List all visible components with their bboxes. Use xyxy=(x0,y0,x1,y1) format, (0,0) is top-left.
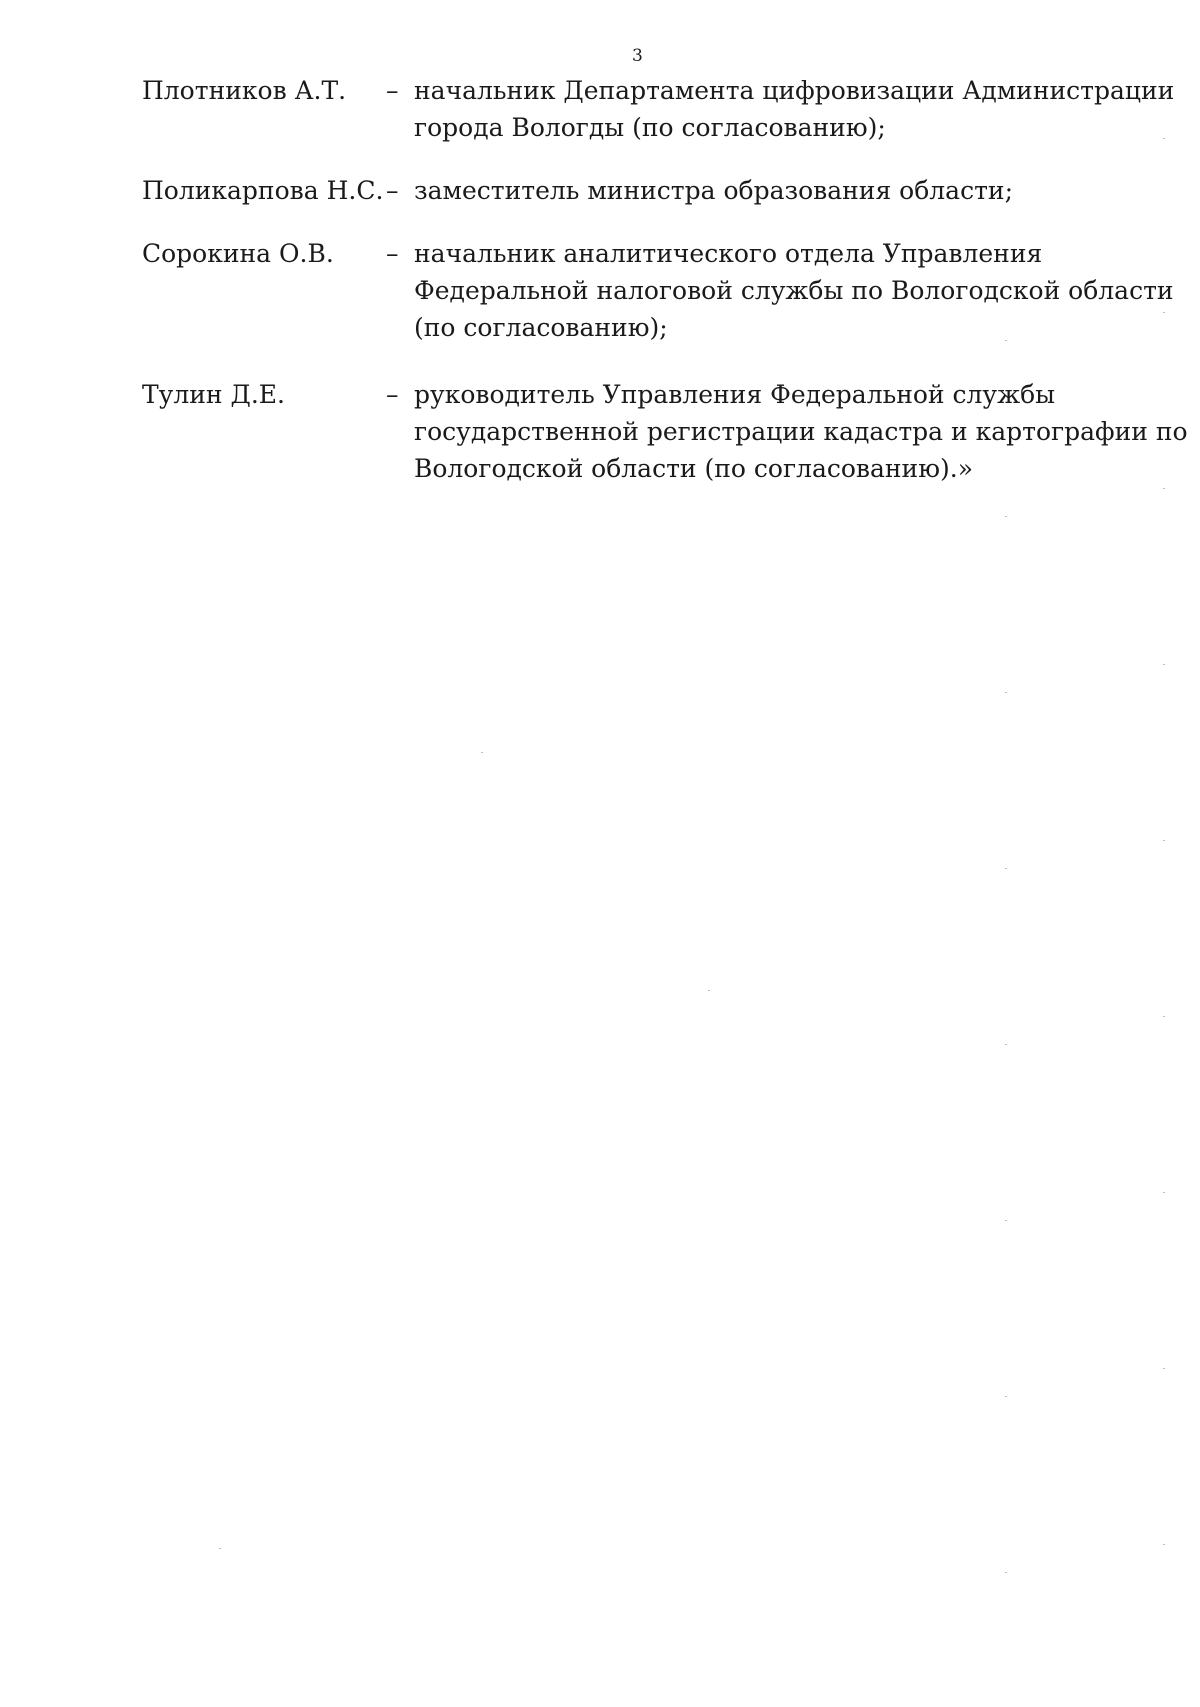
scan-speck xyxy=(1163,1544,1165,1545)
member-name: Тулин Д.Е. xyxy=(142,380,286,409)
position-line: (по согласованию); xyxy=(414,313,668,342)
position-line: руководитель Управления Федеральной службы xyxy=(414,380,1056,409)
scan-speck xyxy=(1163,1016,1165,1017)
member-position xyxy=(414,376,1188,487)
scan-speck xyxy=(1005,516,1007,517)
dash-separator: – xyxy=(386,76,399,105)
position-line: заместитель министра образования области; xyxy=(414,176,1013,205)
member-entry xyxy=(142,172,1142,209)
scan-speck xyxy=(708,990,710,991)
member-name: Поликарпова Н.С. xyxy=(142,176,384,205)
scan-speck xyxy=(1005,1396,1007,1397)
scan-speck xyxy=(1163,1368,1165,1369)
member-entry xyxy=(142,235,1174,346)
scan-speck xyxy=(1163,312,1165,313)
member-entry xyxy=(142,72,1175,146)
scan-speck xyxy=(1163,138,1165,139)
member-position xyxy=(414,235,1174,346)
committee-member-list xyxy=(142,72,1188,487)
scan-speck xyxy=(1163,840,1165,841)
scan-speck xyxy=(1005,1044,1007,1045)
scan-speck xyxy=(1005,1220,1007,1221)
position-line: города Вологды (по согласованию); xyxy=(414,113,886,142)
scan-speck xyxy=(1163,488,1165,489)
member-entry xyxy=(142,376,1188,487)
scan-speck xyxy=(1005,868,1007,869)
dash-separator: – xyxy=(386,239,399,268)
member-name: Плотников А.Т. xyxy=(142,76,347,105)
scan-speck xyxy=(1163,1192,1165,1193)
scan-speck xyxy=(219,1548,221,1549)
member-position xyxy=(414,172,1142,209)
member-position xyxy=(414,72,1175,146)
scan-speck xyxy=(1005,692,1007,693)
dash-separator: – xyxy=(386,176,399,205)
position-line: Федеральной налоговой службы по Вологодской области xyxy=(414,276,1174,305)
position-line: начальник аналитического отдела Управления xyxy=(414,239,1043,268)
position-line: Вологодской области (по согласованию).» xyxy=(414,454,973,483)
scan-speck xyxy=(1005,340,1007,341)
dash-separator: – xyxy=(386,380,399,409)
page-number: 3 xyxy=(632,46,643,66)
position-line: государственной регистрации кадастра и картографии по xyxy=(414,417,1188,446)
member-name: Сорокина О.В. xyxy=(142,239,334,268)
scan-speck xyxy=(1005,1572,1007,1573)
position-line: начальник Департамента цифровизации Администрации xyxy=(414,76,1175,105)
scan-speck xyxy=(1163,664,1165,665)
scan-speck xyxy=(481,752,483,753)
